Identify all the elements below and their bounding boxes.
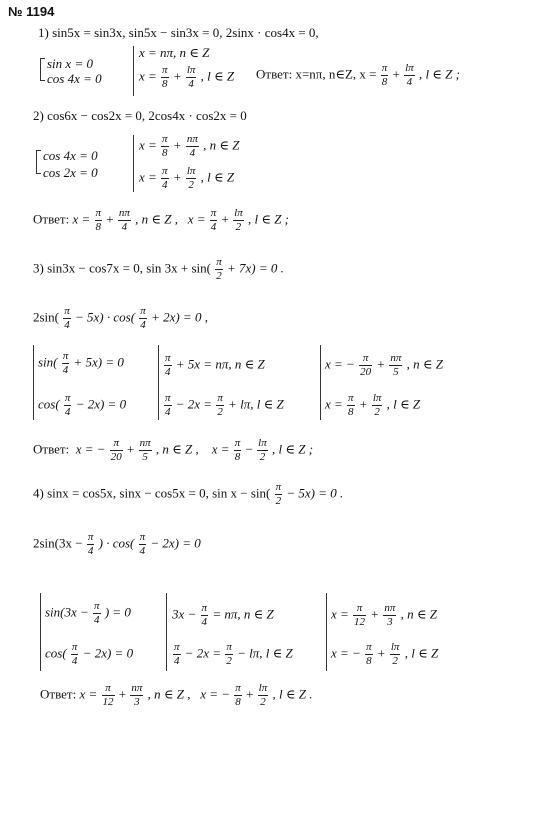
p3-set-bracket-1: [33, 345, 34, 420]
p1-set-bracket: [133, 46, 134, 96]
p4-head: 4) sinx = cos5x, sinx − cos5x = 0, sin x − sin( $\frac{\pi}{2}$ − 5x) = 0 .: [33, 481, 344, 507]
p3-set-bracket-2: [158, 345, 159, 420]
problem-number: № 1194: [8, 4, 55, 19]
p3-set-bracket-3: [320, 345, 321, 420]
p4-s2-b: $\frac{\pi}{4}$ − 2x = $\frac{\pi}{2}$ − lπ, l ∈ Z: [174, 641, 293, 667]
p2-sol-b: x = $\frac{\pi}{4}$ + $\frac{l\pi}{2}$ , l ∈ Z: [139, 165, 235, 191]
p2-answer: Ответ: x = $\frac{\pi}{8}$ + $\frac{n\pi}{4}$ , n ∈ Z , x = $\frac{\pi}{4}$ + $\frac{l\pi}{2}$ , l ∈ Z ;: [33, 207, 290, 233]
p2-head: 2) cos6x − cos2x = 0, 2cos4x · cos2x = 0: [33, 108, 247, 123]
p4-s1-b: cos( $\frac{\pi}{4}$ − 2x) = 0: [45, 641, 134, 667]
p4-s3-a: x = $\frac{\pi}{12}$ + $\frac{n\pi}{3}$ , n ∈ Z: [331, 602, 437, 628]
p3-s1-b: cos( $\frac{\pi}{4}$ − 2x) = 0: [38, 392, 127, 418]
p4-s1-a: sin(3x − $\frac{\pi}{4}$ ) = 0: [45, 600, 131, 626]
p4-product: 2sin(3x − $\frac{\pi}{4}$ ) · cos( $\frac{\pi}{4}$ − 2x) = 0: [33, 531, 201, 557]
p3-product: 2sin( $\frac{\pi}{4}$ − 5x) · cos( $\frac{\pi}{4}$ + 2x) = 0 ,: [33, 305, 208, 331]
p2-sys-a: cos 4x = 0: [43, 148, 98, 163]
p4-s3-b: x = − $\frac{\pi}{8}$ + $\frac{l\pi}{2}$ , l ∈ Z: [331, 641, 439, 667]
p1-system-bracket-bottom: [40, 68, 45, 81]
p3-s1-a: sin( $\frac{\pi}{4}$ + 5x) = 0: [38, 350, 124, 376]
p1-answer: Ответ: x=nπ, n∈Z, x = $\frac{\pi}{8}$ + $\frac{l\pi}{4}$ , l ∈ Z ;: [256, 62, 460, 88]
p4-answer: Ответ: x = $\frac{\pi}{12}$ + $\frac{n\pi}{3}$ , n ∈ Z , x = − $\frac{\pi}{8}$ + $\frac{l\pi}{2}$ , l ∈ Z .: [40, 682, 313, 708]
p1-sol-b: x = $\frac{\pi}{8}$ + $\frac{l\pi}{4}$ , l ∈ Z: [139, 64, 235, 90]
p3-s2-b: $\frac{\pi}{4}$ − 2x = $\frac{\pi}{2}$ + lπ, l ∈ Z: [165, 392, 284, 418]
p4-s2-a: 3x − $\frac{\pi}{4}$ = nπ, n ∈ Z: [172, 602, 274, 628]
p2-sol-a: x = $\frac{\pi}{8}$ + $\frac{n\pi}{4}$ , n ∈ Z: [139, 133, 240, 159]
p2-sys-b: cos 2x = 0: [43, 165, 98, 180]
p4-set-bracket-2: [166, 593, 167, 671]
p4-set-bracket-3: [326, 593, 327, 671]
p2-system-bracket-bottom: [36, 160, 41, 174]
p3-answer: Ответ: x = − $\frac{\pi}{20}$ + $\frac{n\pi}{5}$ , n ∈ Z , x = $\frac{\pi}{8}$ − $\frac{l\pi}{2}$ , l ∈ Z ;: [33, 437, 314, 463]
p3-head: 3) sin3x − cos7x = 0, sin 3x + sin( $\frac{\pi}{2}$ + 7x) = 0 .: [33, 256, 284, 282]
p3-s2-a: $\frac{\pi}{4}$ + 5x = nπ, n ∈ Z: [165, 352, 265, 378]
p3-s3-b: x = $\frac{\pi}{8}$ + $\frac{l\pi}{2}$ , l ∈ Z: [325, 392, 421, 418]
p1-sys-b: cos 4x = 0: [47, 71, 102, 86]
p3-s3-a: x = − $\frac{\pi}{20}$ + $\frac{n\pi}{5}$ , n ∈ Z: [325, 352, 443, 378]
p2-set-bracket: [133, 135, 134, 192]
p1-sol-a: x = nπ, n ∈ Z: [139, 45, 210, 60]
p1-sys-a: sin x = 0: [47, 56, 93, 71]
p1-head: 1) sin5x = sin3x, sin5x − sin3x = 0, 2sinx · cos4x = 0,: [38, 25, 319, 40]
p4-set-bracket-1: [40, 593, 41, 671]
